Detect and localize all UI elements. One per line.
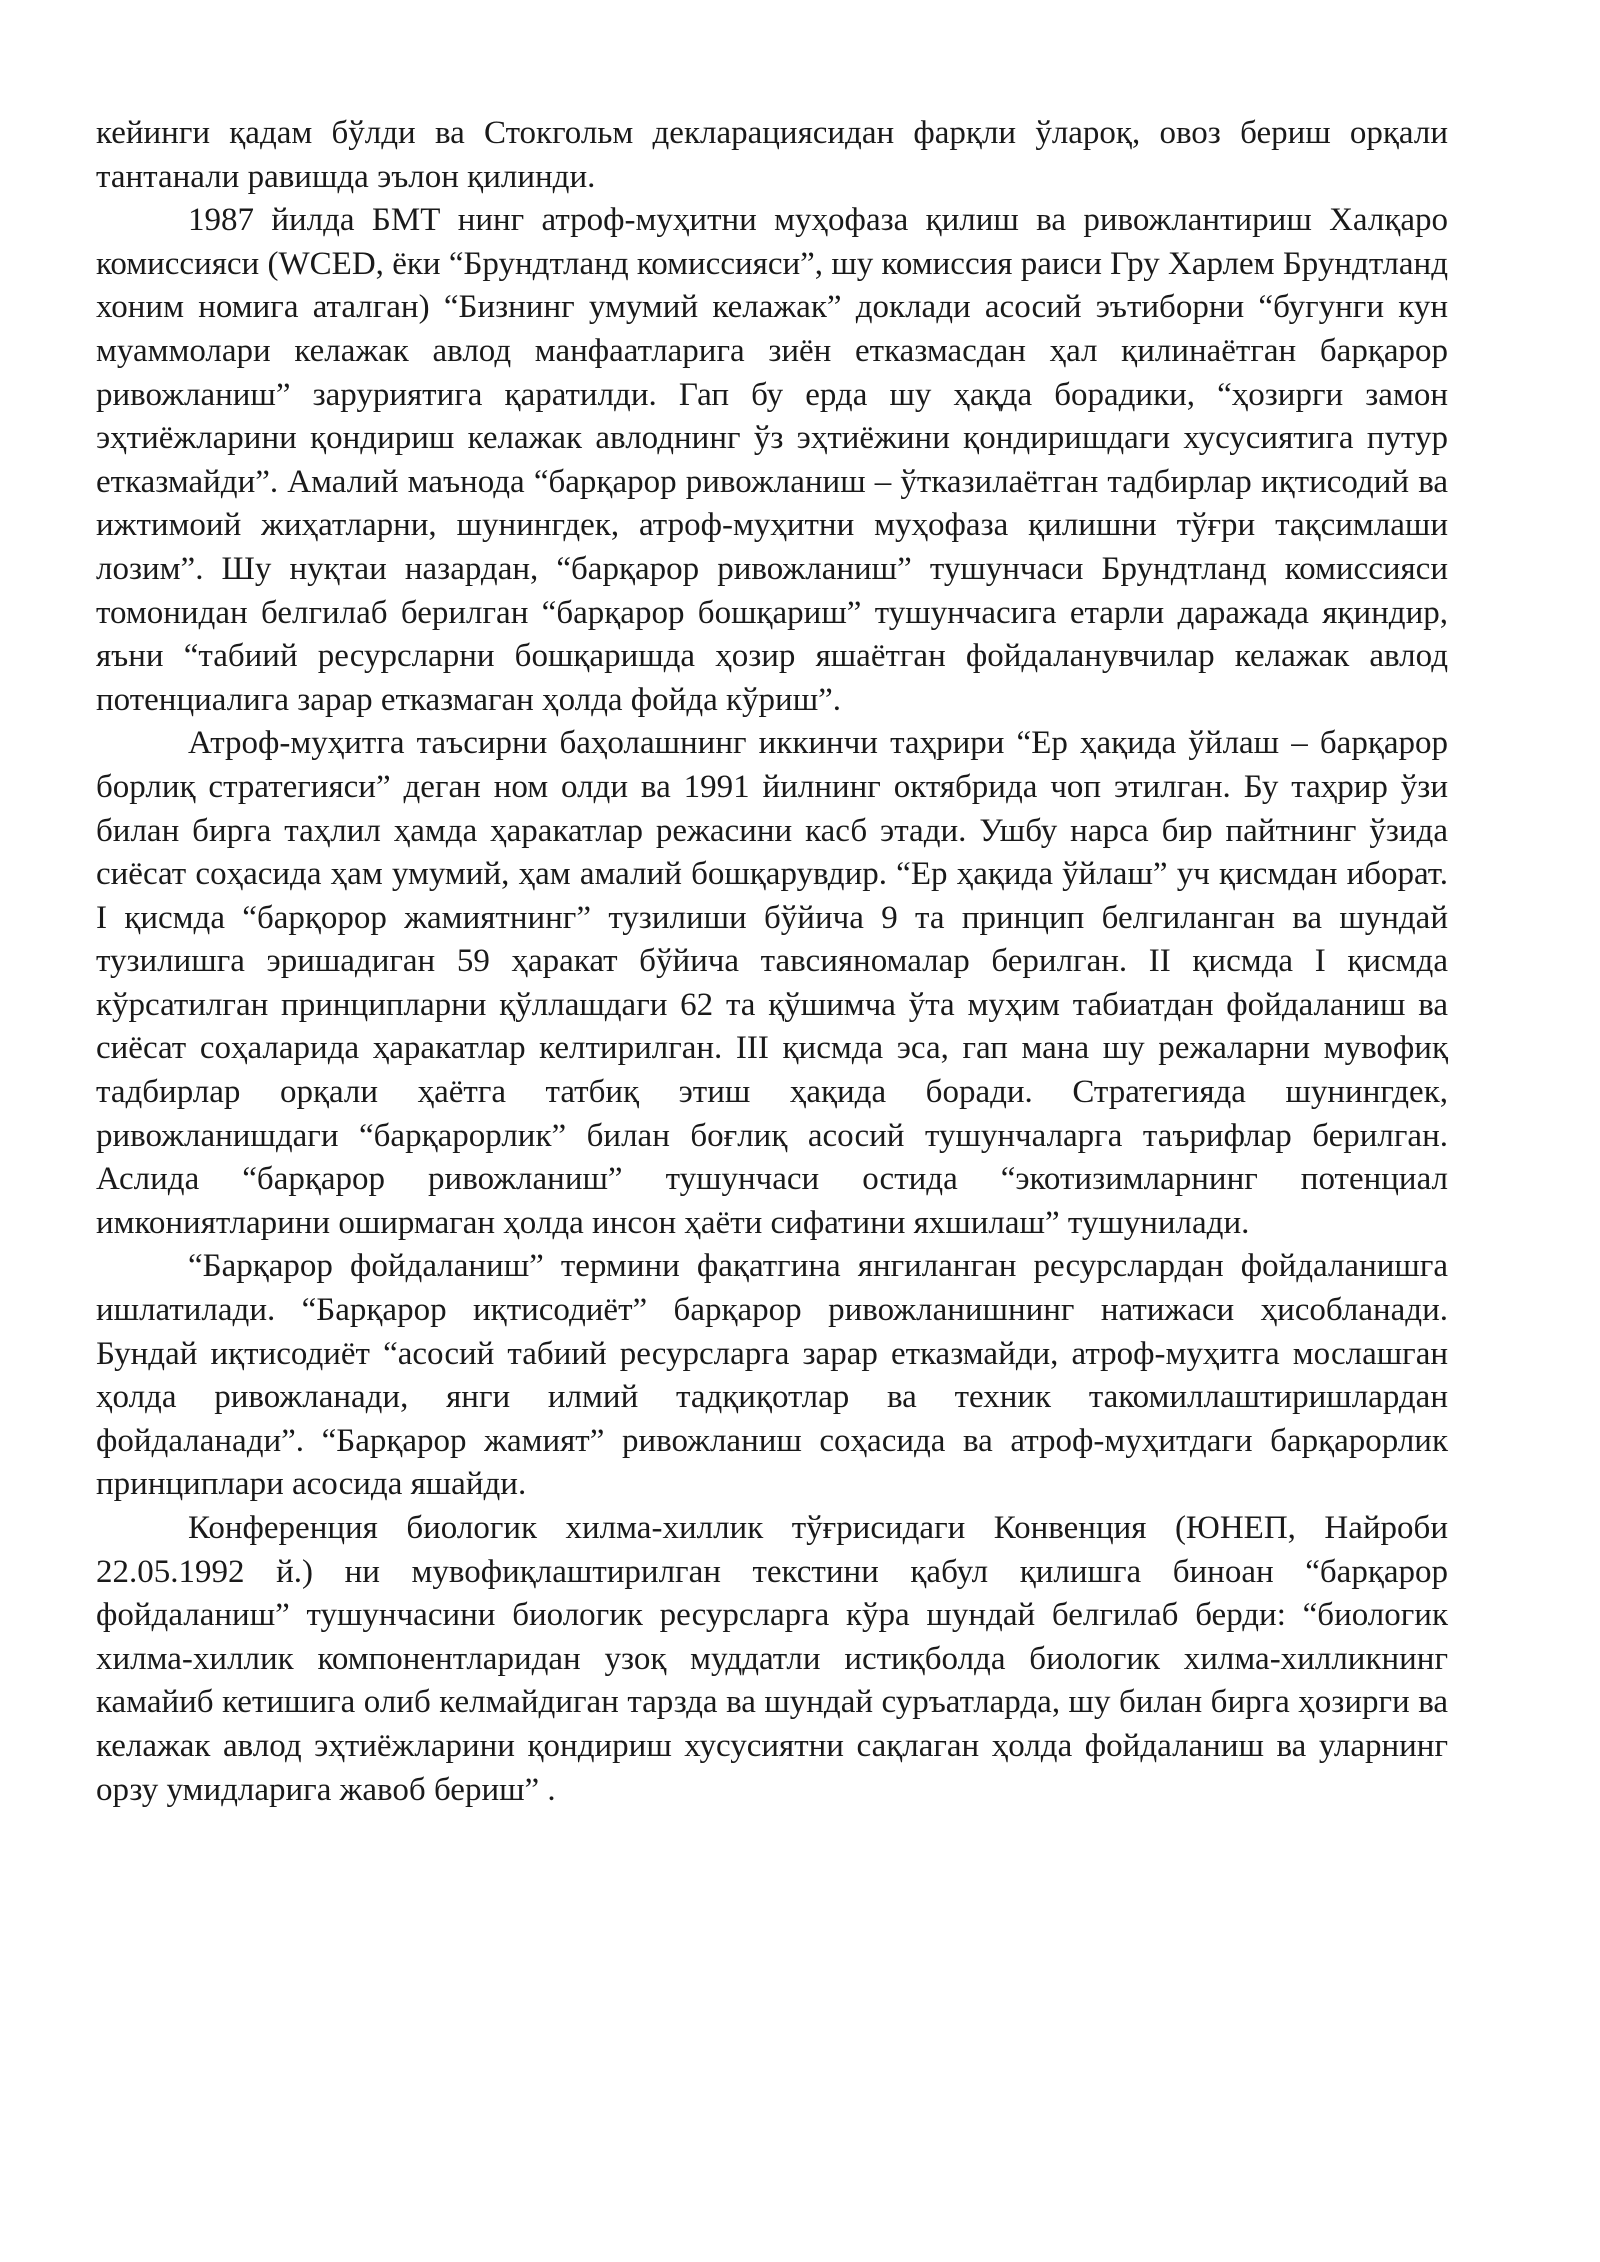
paragraph-caring-for-earth: Атроф-муҳитга таъсирни баҳолашнинг иккинчи таҳрири “Ер ҳақида ўйлаш – барқарор борлиқ стратегияси” деган ном олди ва 1991 йилнинг октябрида чоп этилган. Бу таҳрир ўзи билан бирга таҳлил ҳамда ҳаракатлар режасини касб этади. Ушбу нарса бир пайтнинг ўзида сиёсат соҳасида ҳам умумий, ҳам амалий бошқарувдир. “Ер ҳақида ўйлаш” уч қисмдан иборат. I қисмда “барқорор жамиятнинг” тузилиши бўйича 9 та принцип белгиланган ва шундай тузилишга эришадиган 59 ҳаракат бўйича тавсияномалар берилган. II қисмда I қисмда кўрсатилган принципларни қўллашдаги 62 та қўшимча ўта муҳим табиатдан фойдаланиш ва сиёсат соҳаларида ҳаракатлар келтирилган. III қисмда эса, гап мана шу режаларни мувофиқ тадбирлар орқали ҳаётга татбиқ этиш ҳақида боради. Стратегияда шунингдек, ривожланишдаги “барқарорлик” билан боғлиқ асосий тушунчаларга таърифлар берилган. Аслида “барқарор ривожланиш” тушунчаси остида “экотизимларнинг потенциал имкониятларини оширмаган ҳолда инсон ҳаёти сифатини яхшилаш” тушунилади. bbox=[96, 725, 1448, 1241]
paragraph-continuation: кейинги қадам бўлди ва Стокгольм декларациясидан фарқли ўлароқ, овоз бериш орқали тантанали равишда эълон қилинди. bbox=[96, 115, 1448, 195]
paragraph-sustainable-use: “Барқарор фойдаланиш” термини фақатгина янгиланган ресурслардан фойдаланишга ишлатилади. “Барқарор иқтисодиёт” барқарор ривожланишнинг натижаси ҳисобланади. Бундай иқтисодиёт “асосий табиий ресурсларга зарар етказмайди, атроф-муҳитга мослашган ҳолда ривожланади, янги илмий тадқиқотлар ва техник такомиллаштиришлардан фойдаланади”. “Барқарор жамият” ривожланиш соҳасида ва атроф-муҳитдаги барқарорлик принциплари асосида яшайди. bbox=[96, 1248, 1448, 1503]
document-page bbox=[96, 112, 1448, 1812]
paragraph-biodiversity-convention: Конференция биологик хилма-хиллик тўғрисидаги Конвенция (ЮНЕП, Найроби 22.05.1992 й.) ни мувофиқлаштирилган текстини қабул қилишга биноан “барқарор фойдаланиш” тушунчасини биологик ресурсларга кўра шундай белгилаб берди: “биологик хилма-хиллик компонентларидан узоқ муддатли истиқболда биологик хилма-хилликнинг камайиб кетишига олиб келмайдиган тарзда ва шундай суръатларда, шу билан бирга ҳозирги ва келажак авлод эҳтиёжларини қондириш хусусиятни сақлаган ҳолда фойдаланиш ва уларнинг орзу умидларига жавоб бериш” . bbox=[96, 1510, 1448, 1808]
paragraph-wced-report: 1987 йилда БМТ нинг атроф-муҳитни муҳофаза қилиш ва ривожлантириш Халқаро комиссияси (WCED, ёки “Брундтланд комиссияси”, шу комиссия раиси Гру Харлем Брундтланд хоним номига аталган) “Бизнинг умумий келажак” доклади асосий эътиборни “бугунги кун муаммолари келажак авлод манфаатларига зиён етказмасдан ҳал қилинаётган барқарор ривожланиш” заруриятига қаратилди. Гап бу ерда шу ҳақда борадики, “ҳозирги замон эҳтиёжларини қондириш келажак авлоднинг ўз эҳтиёжини қондиришдаги хусусиятига путур етказмайди”. Амалий маънода “барқарор ривожланиш – ўтказилаётган тадбирлар иқтисодий ва ижтимоий жиҳатларни, шунингдек, атроф-муҳитни муҳофаза қилишни тўғри тақсимлаши лозим”. Шу нуқтаи назардан, “барқарор ривожланиш” тушунчаси Брундтланд комиссияси томонидан белгилаб берилган “барқарор бошқариш” тушунчасига етарли даражада яқиндир, яъни “табиий ресурсларни бошқаришда ҳозир яшаётган фойдаланувчилар келажак авлод потенциалига зарар етказмаган ҳолда фойда кўриш”. bbox=[96, 202, 1448, 718]
